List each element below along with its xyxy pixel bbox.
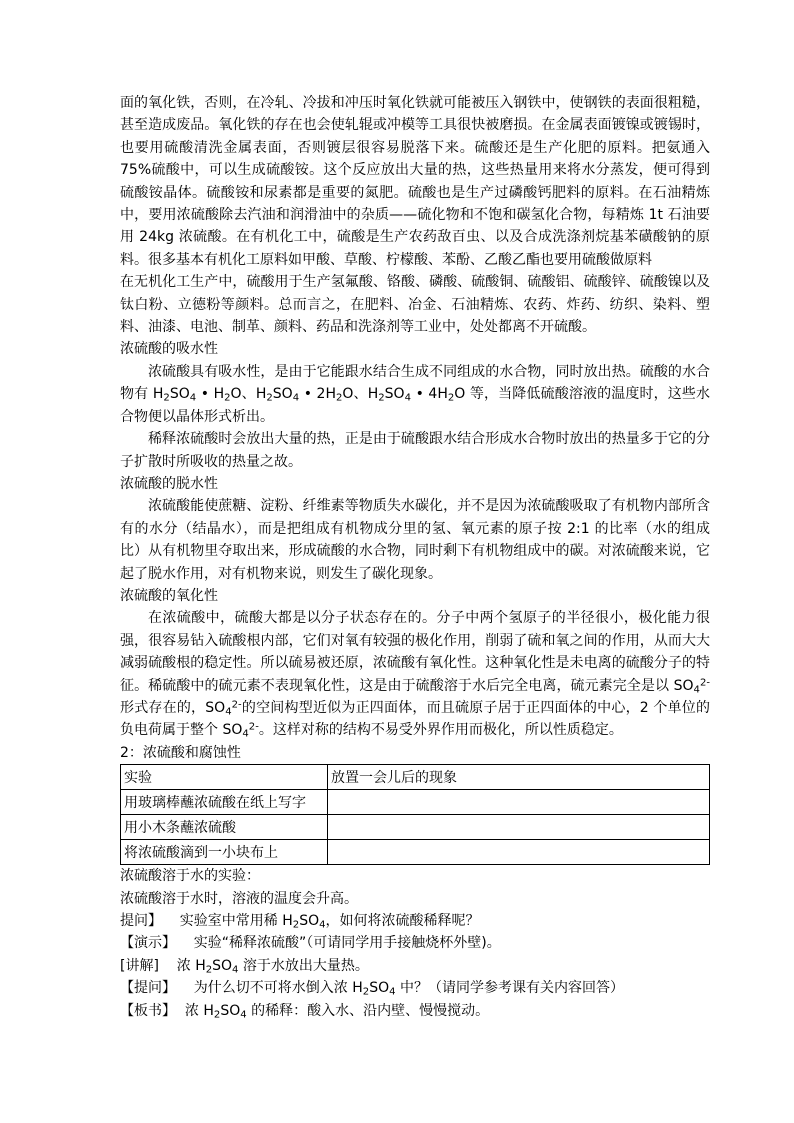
paragraph-oxidation: 在浓硫酸中，硫酸大都是以分子状态存在的。分子中两个氢原子的半径很小，极化能力很强，很容易钻入硫酸根内部，它们对氧有较强的极化作用，削弱了硫和氧之间的作用，从而大大减弱硫酸根的稳定性。所以硫易被还原，浓硫酸有氧化性。这种氧化性是未电离的硫酸分子的特征。稀硫酸中的硫元素不表现氧化性，这是由于硫酸溶于水后完全电离，硫元素完全是以 $SO_4^{2-}$形式存在的，$SO_4^{2-}$的空间构型近似为正四面体，而且硫原子居于正四面体的中心，2 个单位的负电荷属于整个 $SO_4^{2-}$。这样对称的结构不易受外界作用而极化，所以性质稳定。 bbox=[120, 610, 711, 740]
line-blackboard: 【板书】 浓 $H_2SO_4$ 的稀释：酸入水、沿内壁、慢慢搅动。 bbox=[120, 1002, 490, 1021]
line-demo: 【演示】 实验“稀释浓硫酸”（可请同学用手接触烧杯外壁)。 bbox=[120, 935, 501, 952]
line-temperature-rise: 浓硫酸溶于水时，溶液的温度会升高。 bbox=[120, 890, 358, 907]
tag-question: 【提问】 bbox=[120, 980, 176, 997]
table-row bbox=[121, 840, 710, 865]
heading-oxidation: 浓硫酸的氧化性 bbox=[120, 587, 218, 604]
tag-demo: 【演示】 bbox=[120, 935, 176, 952]
document-page bbox=[120, 92, 710, 1022]
heading-water-absorption: 浓硫酸的吸水性 bbox=[120, 341, 218, 358]
line-explain: [讲解] 浓 $H_2SO_4$ 溶于水放出大量热。 bbox=[120, 957, 369, 976]
table-cell: 用玻璃棒蘸浓硫酸在纸上写字 bbox=[121, 790, 328, 815]
heading-corrosion: 2：浓硫酸和腐蚀性 bbox=[120, 744, 241, 761]
table-header-row bbox=[121, 765, 710, 790]
experiment-table bbox=[120, 764, 710, 865]
table-cell: 将浓硫酸滴到一小块布上 bbox=[121, 840, 328, 865]
table-header-cell: 放置一会儿后的现象 bbox=[328, 765, 710, 790]
heading-dehydration: 浓硫酸的脱水性 bbox=[120, 475, 218, 492]
paragraph-uses: 面的氧化铁，否则，在冷轧、冷拔和冲压时氧化铁就可能被压入钢铁中，使钢铁的表面很粗糙，甚至造成废品。氧化铁的存在也会使轧辊或冲模等工具很快被磨损。在金属表面镀镍或镀锡时，也要用硫酸清洗金属表面，否则镀层很容易脱落下来。硫酸还是生产化肥的原料。把氨通入 75%硫酸中，可以生成硫酸铵。这个反应放出大量的热，这些热量用来将水分蒸发，便可得到硫酸铵晶体。硫酸铵和尿素都是重要的氮肥。硫酸也是生产过磷酸钙肥料的原料。在石油精炼中，要用浓硫酸除去汽油和润滑油中的杂质——硫化物和不饱和碳氢化合物，每精炼 1t 石油要用 24kg 浓硫酸。在有机化工中，硫酸是生产农药敌百虫、以及合成洗涤剂烷基苯磺酸钠的原料。很多基本有机化工原料如甲酸、草酸、柠檬酸、苯酚、乙酸乙酯也要用硫酸做原料 bbox=[120, 95, 710, 268]
paragraph-dilution-heat: 稀释浓硫酸时会放出大量的热，正是由于硫酸跟水结合形成水合物时放出的热量多于它的分子扩散时所吸收的热量之故。 bbox=[120, 431, 710, 470]
table-header-cell: 实验 bbox=[121, 765, 328, 790]
paragraph-inorganic: 在无机化工生产中，硫酸用于生产氢氟酸、铬酸、磷酸、硫酸铜、硫酸铝、硫酸锌、硫酸镍以及钛白粉、立德粉等颜料。总而言之，在肥料、冶金、石油精炼、农药、炸药、纺织、染料、塑料、油漆、电池、制革、颜料、药品和洗涤剂等工业中，处处都离不开硫酸。 bbox=[120, 274, 710, 336]
table-cell bbox=[328, 790, 710, 815]
tag-question: 提问】 bbox=[120, 913, 162, 929]
table-cell bbox=[328, 840, 710, 865]
line-question-why: 【提问】 为什么切不可将水倒入浓 $H_2SO_4$ 中？（请同学参考课有关内容回答） bbox=[120, 980, 624, 998]
table-row bbox=[121, 790, 710, 815]
line-question-dilute: 提问】 实验室中常用稀 $H_2SO_4$，如何将浓硫酸稀释呢？ bbox=[120, 913, 480, 931]
line-dissolve-experiment: 浓硫酸溶于水的实验： bbox=[120, 868, 260, 885]
table-cell bbox=[328, 815, 710, 840]
tag-blackboard: 【板书】 bbox=[120, 1002, 176, 1019]
paragraph-dehydration: 浓硫酸能使蔗糖、淀粉、纤维素等物质失水碳化，并不是因为浓硫酸吸取了有机物内部所含有的水分（结晶水），而是把组成有机物成分里的氢、氧元素的原子按 2:1 的比率（水的组成比）从有机物里夺取出来，形成硫酸的水合物，同时剩下有机物组成中的碳。对浓硫酸来说，它起了脱水作用，对有机物来说，则发生了碳化现象。 bbox=[120, 498, 710, 582]
table-row bbox=[121, 815, 710, 840]
paragraph-water-absorption: 浓硫酸具有吸水性，是由于它能跟水结合生成不同组成的水合物，同时放出热。硫酸的水合物有 $H_2SO_4$ • $H_2O$、$H_2SO_4$ • $2H_2O$、$H_2SO_4$ • $4H_2O$ 等，当降低硫酸溶液的温度时，这些水合物便以晶体形式析出。 bbox=[120, 363, 711, 425]
table-cell: 用小木条蘸浓硫酸 bbox=[121, 815, 328, 840]
tag-explain: [讲解] bbox=[120, 957, 159, 974]
